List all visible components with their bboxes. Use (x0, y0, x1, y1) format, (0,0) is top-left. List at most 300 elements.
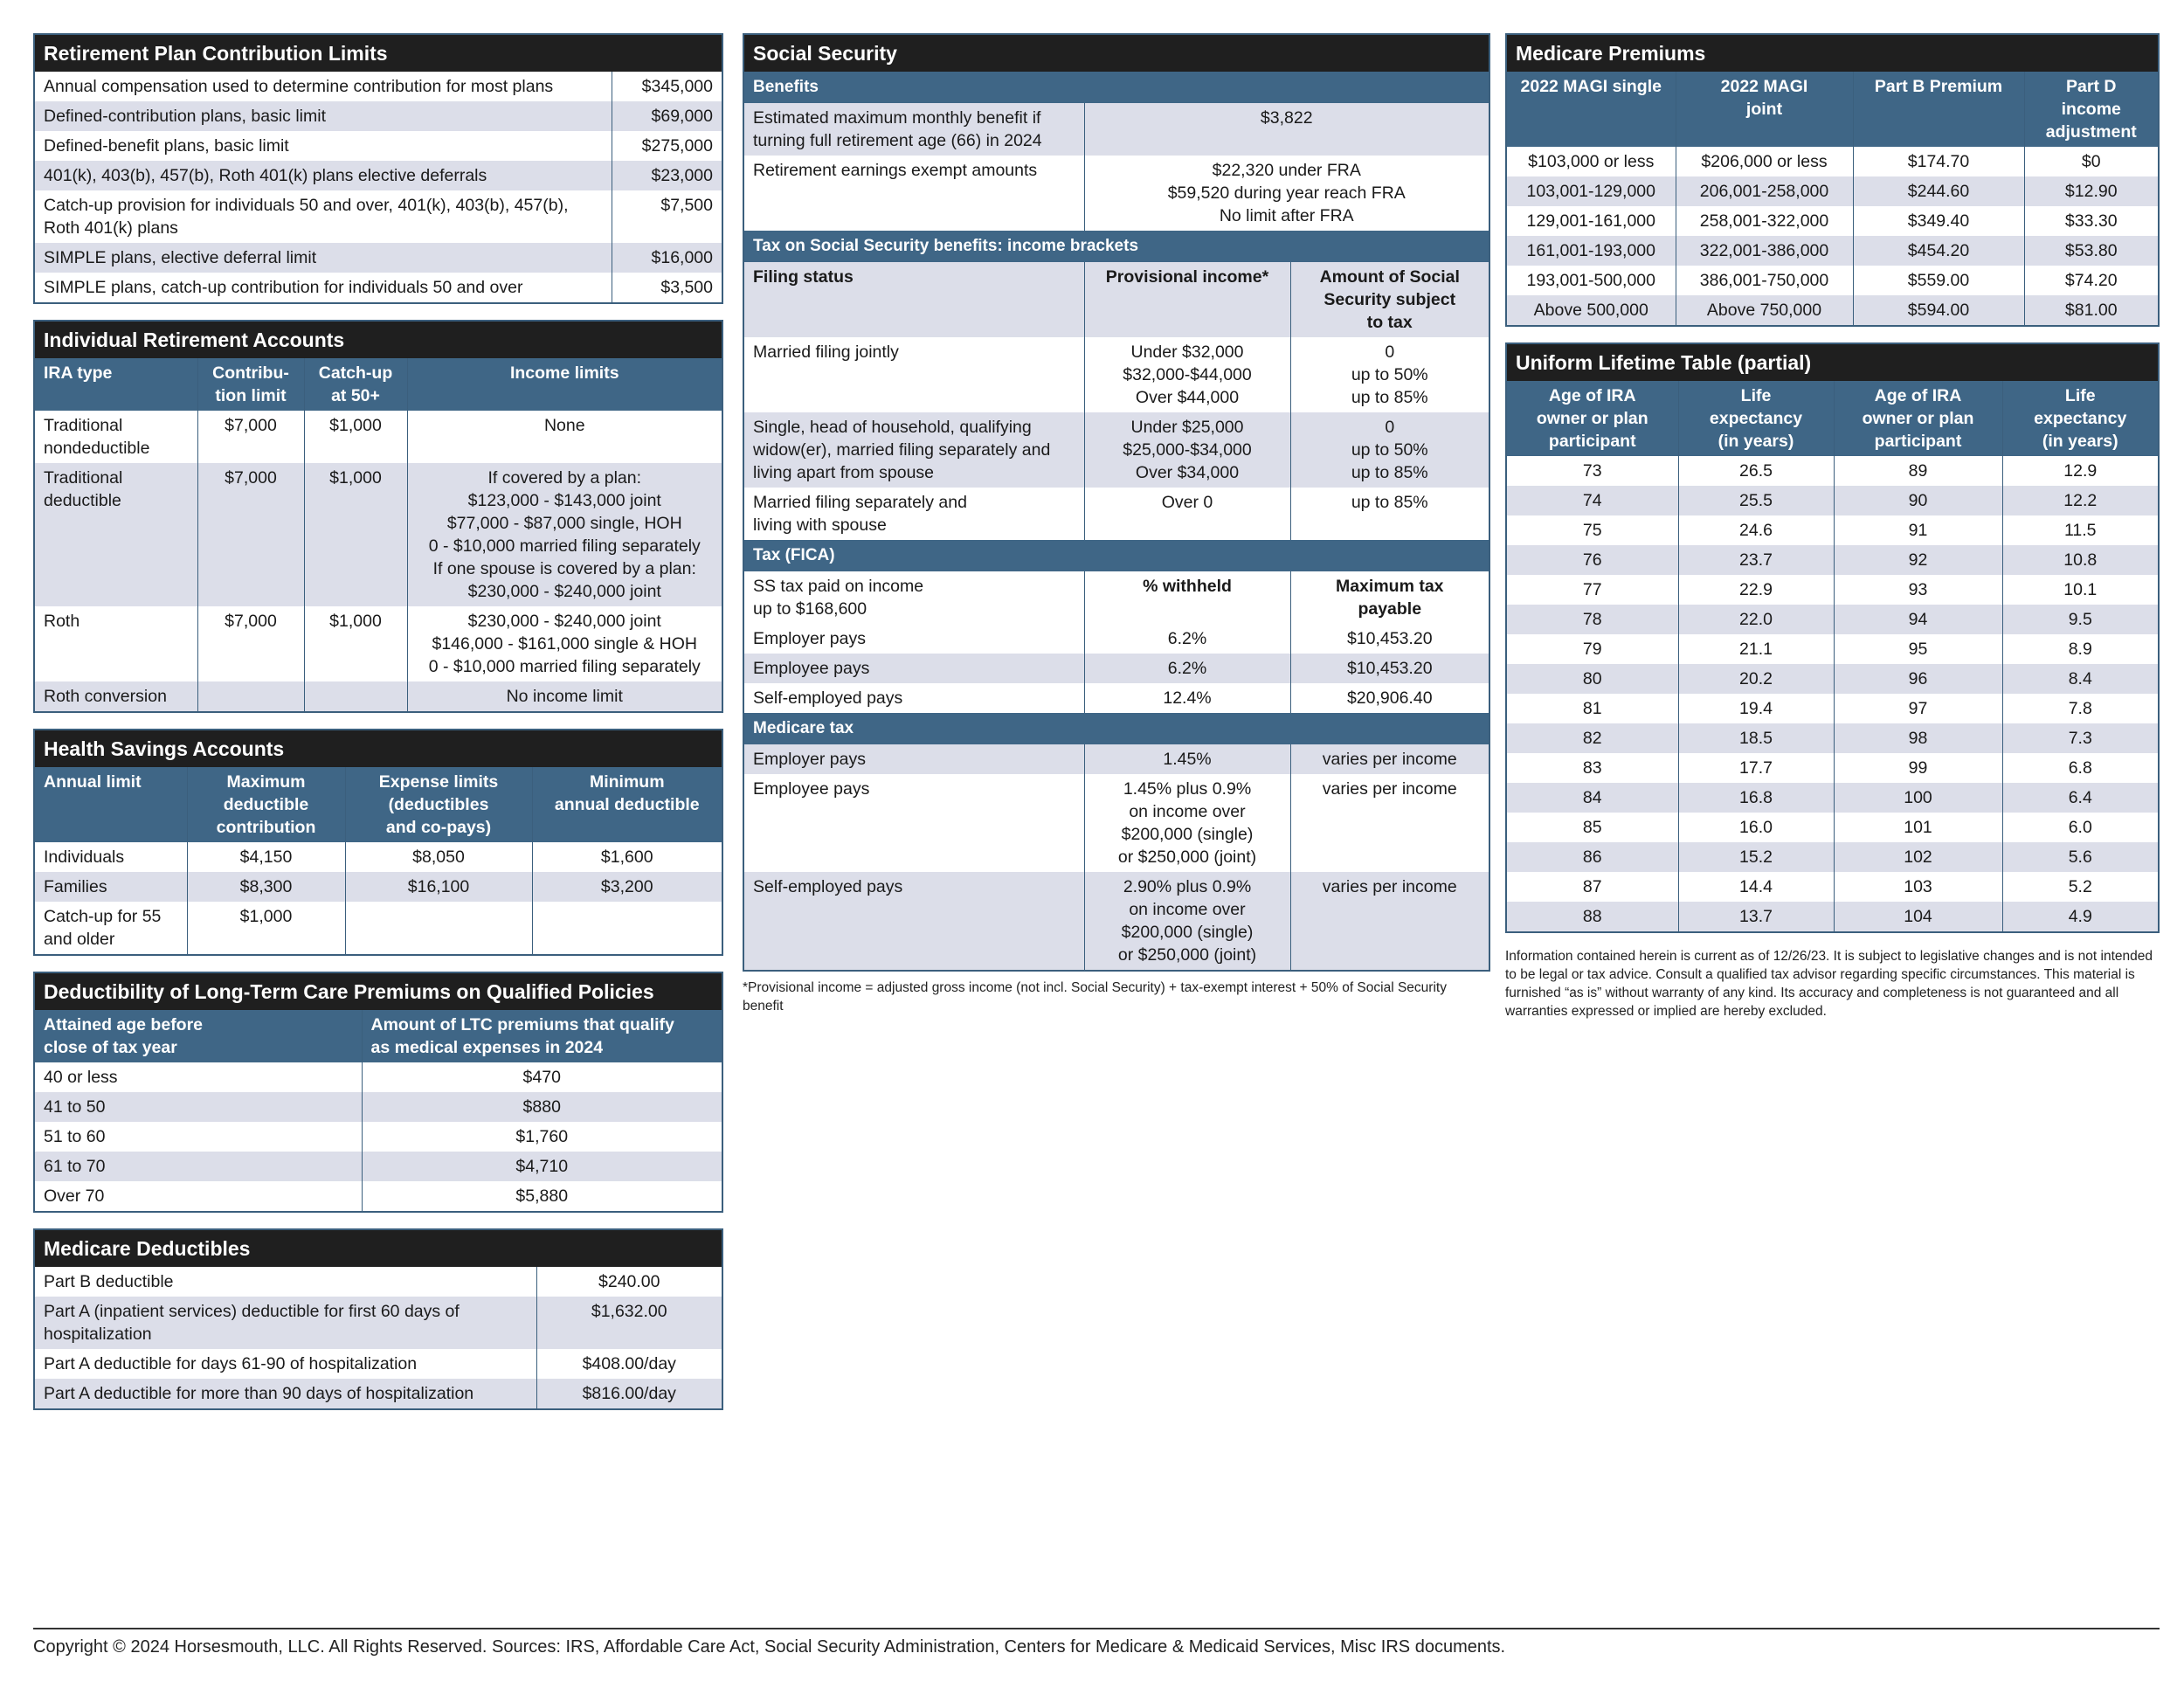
table-cell: 95 (1834, 634, 2002, 664)
table-cell: Self-employed pays (744, 872, 1084, 970)
table-cell: Over 0 (1084, 488, 1290, 540)
table-row (1507, 206, 2158, 236)
table-cell: 17.7 (1678, 753, 1834, 783)
column-header: Age of IRA owner or plan participant (1507, 381, 1678, 456)
table-cell: 91 (1834, 515, 2002, 545)
table-cell: 8.9 (2068, 640, 2092, 659)
table-cell: 103,001-129,000 (1507, 176, 1676, 206)
column-header: 2022 MAGI single (1507, 72, 1676, 147)
table-cell: 61 to 70 (35, 1152, 362, 1181)
table-cell: 6.0 (2068, 818, 2092, 837)
header-row (1507, 72, 2158, 147)
table-cell: $4,710 (362, 1152, 722, 1181)
table-row (1507, 295, 2158, 325)
table-row (744, 872, 1489, 970)
table-cell: 6.2% (1084, 654, 1290, 683)
table-cell: Catch-up for 55 and older (35, 902, 187, 954)
table-row (744, 488, 1489, 540)
medicare-premiums-table (1507, 72, 2158, 325)
table-cell: Roth conversion (35, 681, 197, 711)
table-row (1507, 575, 2158, 605)
social-security-panel (743, 33, 1490, 972)
table-cell: Part B deductible (35, 1267, 536, 1297)
table-cell: Families (35, 872, 187, 902)
table-row (1507, 236, 2158, 266)
table-cell: 10.8 (2002, 545, 2158, 575)
table-cell: 2.90% plus 0.9% on income over $200,000 (single) or $250,000 (joint) (1084, 872, 1290, 970)
table-cell: 102 (1834, 842, 2002, 872)
header-row (1507, 381, 2158, 456)
table-row (1507, 266, 2158, 295)
table-row (744, 683, 1489, 713)
table-cell: $470 (522, 1068, 561, 1087)
table-row (744, 624, 1489, 654)
uniform-lifetime-table (1507, 381, 2158, 931)
table-cell: Employer pays (744, 744, 1084, 774)
row-value: $7,500 (660, 196, 713, 215)
medicare-deductibles-table (35, 1267, 722, 1408)
table-cell: 19.4 (1678, 694, 1834, 723)
table-cell: $594.00 (1853, 295, 2024, 325)
retirement-limits-panel (33, 33, 723, 304)
table-cell: 15.2 (1678, 842, 1834, 872)
table-cell (304, 681, 407, 711)
column-header: Expense limits (deductibles and co-pays) (345, 767, 532, 842)
table-cell: $22,320 under FRA $59,520 during year reach FRA No limit after FRA (1167, 161, 1406, 225)
table-row (35, 273, 722, 302)
table-cell: 20.2 (1678, 664, 1834, 694)
table-row (35, 411, 722, 463)
table-row (744, 654, 1489, 683)
table-cell: 74 (1507, 486, 1678, 515)
table-cell: 51 to 60 (35, 1122, 362, 1152)
table-cell: $349.40 (1853, 206, 2024, 236)
table-cell: $559.00 (1853, 266, 2024, 295)
table-row (744, 337, 1489, 412)
column-header: Life expectancy (in years) (2002, 381, 2158, 456)
header-row (35, 358, 722, 411)
table-cell: 92 (1834, 545, 2002, 575)
table-row (35, 902, 722, 954)
table-cell: 73 (1507, 456, 1678, 486)
fica-table (744, 571, 1489, 713)
table-cell (197, 681, 304, 711)
table-cell: 9.5 (2002, 605, 2158, 634)
table-cell: No income limit (407, 681, 722, 711)
table-cell: $33.30 (2064, 211, 2118, 231)
table-cell: 80 (1507, 664, 1678, 694)
table-cell: Under $32,000 $32,000-$44,000 Over $44,000 (1084, 337, 1290, 412)
table-cell: $880 (362, 1092, 722, 1122)
column-header: Part D income adjustment (2024, 72, 2158, 147)
table-cell: 94 (1834, 605, 2002, 634)
column-header: Maximum deductible contribution (187, 767, 345, 842)
table-row (1507, 842, 2158, 872)
table-row (35, 842, 722, 872)
table-row (744, 156, 1489, 231)
table-cell: 22.0 (1678, 605, 1834, 634)
table-cell: up to 85% (1351, 493, 1428, 512)
table-cell: Above 750,000 (1676, 295, 1853, 325)
table-cell: 89 (1834, 456, 2002, 486)
medicare-deductibles-panel (33, 1228, 723, 1410)
table-cell: Single, head of household, qualifying widow(er), married filing separately and living apart from spouse (744, 412, 1084, 488)
table-row (35, 1297, 722, 1349)
row-label: Catch-up provision for individuals 50 and over, 401(k), 403(b), 457(b), Roth 401(k) plans (35, 190, 612, 243)
column-header: Amount of LTC premiums that qualify as medical expenses in 2024 (362, 1010, 722, 1062)
table-cell: 10.1 (2063, 580, 2098, 599)
table-cell: 76 (1507, 545, 1678, 575)
table-cell: 101 (1834, 813, 2002, 842)
column-header: Income limits (407, 358, 722, 411)
table-cell: Over 70 (35, 1181, 362, 1211)
medicare-tax-table (744, 744, 1489, 970)
table-row (1507, 783, 2158, 813)
middle-column (743, 33, 1490, 1015)
table-cell: 11.5 (2063, 521, 2097, 540)
panel-title: Retirement Plan Contribution Limits (35, 35, 722, 72)
table-cell: $1,000 (304, 463, 407, 606)
table-cell: $7,000 (197, 463, 304, 606)
table-cell: $16,100 (345, 872, 532, 902)
header-row (35, 767, 722, 842)
table-cell: Employee pays (744, 774, 1084, 872)
row-value: $23,000 (612, 161, 722, 190)
table-row (1507, 723, 2158, 753)
row-value: $3,500 (660, 278, 713, 297)
table-cell: 206,001-258,000 (1676, 176, 1853, 206)
table-cell: 25.5 (1678, 486, 1834, 515)
table-cell: $12.90 (2024, 176, 2158, 206)
table-cell: 7.3 (2002, 723, 2158, 753)
table-row (35, 1152, 722, 1181)
table-cell: $454.20 (1853, 236, 2024, 266)
table-row (1507, 753, 2158, 783)
table-row (35, 872, 722, 902)
table-cell: 88 (1507, 902, 1678, 931)
table-cell: 386,001-750,000 (1676, 266, 1853, 295)
table-cell: 16.8 (1678, 783, 1834, 813)
retirement-limits-table (35, 72, 722, 302)
table-cell (345, 902, 532, 954)
row-value: $69,000 (612, 101, 722, 131)
table-cell: $0 (2081, 152, 2101, 171)
table-cell: 4.9 (2002, 902, 2158, 931)
row-value: $16,000 (612, 243, 722, 273)
provisional-income-footnote: *Provisional income = adjusted gross income (not incl. Social Security) + tax-exempt interest + 50% of Social Security benefit (743, 980, 1447, 1013)
column-header: SS tax paid on income up to $168,600 (744, 571, 1084, 624)
table-cell: 98 (1834, 723, 2002, 753)
panel-title: Social Security (744, 35, 1489, 72)
column-header: Age of IRA owner or plan participant (1834, 381, 2002, 456)
table-cell: $10,453.20 (1346, 629, 1433, 648)
table-row (744, 774, 1489, 872)
table-cell: 8.4 (2002, 664, 2158, 694)
footer-divider (33, 1628, 2160, 1629)
row-value: $345,000 (641, 77, 713, 96)
medicare-tax-subhead: Medicare tax (744, 713, 1489, 744)
table-cell: 85 (1507, 813, 1678, 842)
table-cell: $10,453.20 (1290, 654, 1489, 683)
table-cell: varies per income (1290, 744, 1489, 774)
table-cell: $4,150 (187, 842, 345, 872)
table-row (1507, 634, 2158, 664)
table-cell: 24.6 (1678, 515, 1834, 545)
hsa-table (35, 767, 722, 954)
table-row (35, 606, 722, 681)
table-row (1507, 694, 2158, 723)
table-row (1507, 545, 2158, 575)
row-label: Defined-benefit plans, basic limit (35, 131, 612, 161)
table-cell: 90 (1834, 486, 2002, 515)
column-header: Attained age before close of tax year (35, 1010, 362, 1062)
table-cell: $74.20 (2064, 271, 2118, 290)
table-cell: 5.2 (2068, 877, 2092, 896)
table-cell: Employee pays (744, 654, 1084, 683)
table-cell: $3,200 (532, 872, 722, 902)
table-row (35, 190, 722, 243)
table-cell: 77 (1507, 575, 1678, 605)
table-cell: If covered by a plan: $123,000 - $143,000 joint $77,000 - $87,000 single, HOH 0 - $10,000 married filing separately If one spouse is covered by a plan: $230,000 - $240,000 joint (407, 463, 722, 606)
table-cell: $408.00/day (582, 1354, 676, 1373)
table-cell: Part A deductible for days 61-90 of hospitalization (35, 1349, 536, 1379)
table-cell: Individuals (35, 842, 187, 872)
table-cell: Estimated maximum monthly benefit if turning full retirement age (66) in 2024 (744, 103, 1084, 156)
table-cell: 0 up to 50% up to 85% (1351, 342, 1428, 407)
table-cell: 100 (1834, 783, 2002, 813)
table-row (744, 412, 1489, 488)
table-cell: varies per income (1290, 872, 1489, 970)
table-row (1507, 515, 2158, 545)
table-cell: 129,001-161,000 (1507, 206, 1676, 236)
column-header: Catch-up at 50+ (304, 358, 407, 411)
table-row (35, 101, 722, 131)
table-cell: 21.1 (1678, 634, 1834, 664)
ss-benefits-table (744, 103, 1489, 231)
table-cell: 86 (1507, 842, 1678, 872)
table-cell: None (543, 416, 585, 435)
fica-subhead: Tax (FICA) (744, 540, 1489, 571)
table-cell: Traditional deductible (35, 463, 197, 606)
table-cell: 6.2% (1084, 624, 1290, 654)
table-cell: $1,000 (304, 411, 407, 463)
table-cell: Employer pays (744, 624, 1084, 654)
panel-title: Individual Retirement Accounts (35, 322, 722, 358)
tax-brackets-subhead: Tax on Social Security benefits: income brackets (744, 231, 1489, 262)
panel-title: Uniform Lifetime Table (partial) (1507, 344, 2158, 381)
table-row (35, 463, 722, 606)
table-cell: $53.80 (2024, 236, 2158, 266)
table-cell: $3,822 (1084, 103, 1489, 156)
table-cell: $20,906.40 (1346, 688, 1433, 708)
table-cell: 93 (1834, 575, 2002, 605)
table-cell: varies per income (1322, 779, 1457, 799)
table-cell: $8,300 (187, 872, 345, 902)
table-cell: 14.4 (1678, 872, 1834, 902)
ss-tax-table (744, 262, 1489, 540)
table-cell: 26.5 (1678, 456, 1834, 486)
table-cell: 99 (1834, 753, 2002, 783)
table-row (35, 1379, 722, 1408)
table-cell: 81 (1507, 694, 1678, 723)
column-header: Amount of Social Security subject to tax (1290, 262, 1489, 337)
table-row (35, 1181, 722, 1211)
table-row (1507, 664, 2158, 694)
table-row (744, 103, 1489, 156)
table-row (35, 243, 722, 273)
copyright-footer: Copyright © 2024 Horsesmouth, LLC. All Rights Reserved. Sources: IRS, Affordable Care Act, Social Security Administration, Centers for Medicare & Medicaid Services, Misc IRS documents. (33, 1637, 1506, 1657)
table-cell: 161,001-193,000 (1507, 236, 1676, 266)
table-row (1507, 605, 2158, 634)
table-row (35, 1062, 722, 1092)
table-cell: 1.45% plus 0.9% on income over $200,000 (single) or $250,000 (joint) (1084, 774, 1290, 872)
table-cell: 12.2 (2002, 486, 2158, 515)
table-cell: $1,600 (600, 847, 653, 867)
benefits-subhead: Benefits (744, 72, 1489, 103)
ltc-table (35, 1010, 722, 1211)
table-cell: 6.4 (2002, 783, 2158, 813)
disclaimer: Information contained herein is current as of 12/26/23. It is subject to legislative changes and is not intended to be legal or tax advice. Consult a qualified tax advisor regarding specific circumstances. This material is furnished “as is” without warranty of any kind. Its accuracy and completeness is not guaranteed and all warranties expressed or implied are hereby excluded. (1505, 949, 2153, 1019)
table-cell: Self-employed pays (744, 683, 1084, 713)
table-cell: 16.0 (1678, 813, 1834, 842)
table-cell: 1.45% (1084, 744, 1290, 774)
column-header: Annual limit (35, 767, 187, 842)
table-row (35, 1349, 722, 1379)
table-cell: $816.00/day (536, 1379, 722, 1408)
column-header: Life expectancy (in years) (1678, 381, 1834, 456)
table-cell: $8,050 (345, 842, 532, 872)
table-cell: $1,632.00 (536, 1297, 722, 1349)
column-header: Minimum annual deductible (532, 767, 722, 842)
table-cell: 7.8 (2068, 699, 2092, 718)
table-row (1507, 902, 2158, 931)
table-cell: 41 to 50 (35, 1092, 362, 1122)
row-label: SIMPLE plans, catch-up contribution for individuals 50 and over (35, 273, 612, 302)
table-cell: $240.00 (598, 1272, 660, 1291)
table-cell: 83 (1507, 753, 1678, 783)
table-row (1507, 176, 2158, 206)
hsa-panel (33, 729, 723, 956)
table-cell: 84 (1507, 783, 1678, 813)
header-row (744, 262, 1489, 337)
table-row (35, 681, 722, 711)
table-cell: 18.5 (1678, 723, 1834, 753)
table-row (35, 1122, 722, 1152)
table-cell: Roth (35, 606, 197, 681)
table-cell: Married filing separately and living with spouse (744, 488, 1084, 540)
column-header: Provisional income* (1084, 262, 1290, 337)
table-cell: 103 (1834, 872, 2002, 902)
table-cell: 23.7 (1678, 545, 1834, 575)
table-row (1507, 813, 2158, 842)
left-column (33, 33, 723, 1426)
panel-title: Health Savings Accounts (35, 730, 722, 767)
row-label: Annual compensation used to determine contribution for most plans (35, 72, 612, 101)
table-row (35, 161, 722, 190)
table-cell: 322,001-386,000 (1676, 236, 1853, 266)
table-row (35, 131, 722, 161)
table-cell: $244.60 (1853, 176, 2024, 206)
column-header: Maximum tax payable (1335, 577, 1444, 619)
row-label: 401(k), 403(b), 457(b), Roth 401(k) plans elective deferrals (35, 161, 612, 190)
table-cell: $174.70 (1853, 147, 2024, 176)
table-cell: 87 (1507, 872, 1678, 902)
table-cell: 13.7 (1678, 902, 1834, 931)
table-cell: $206,000 or less (1676, 147, 1853, 176)
row-value: $275,000 (641, 136, 713, 156)
column-header: Filing status (744, 262, 1084, 337)
table-cell: $7,000 (197, 606, 304, 681)
panel-title: Medicare Premiums (1507, 35, 2158, 72)
table-cell: Above 500,000 (1507, 295, 1676, 325)
table-cell: $1,000 (187, 902, 345, 954)
table-cell: $103,000 or less (1507, 147, 1676, 176)
column-header: 2022 MAGI joint (1676, 72, 1853, 147)
table-cell: $7,000 (197, 411, 304, 463)
panel-title: Deductibility of Long-Term Care Premiums on Qualified Policies (35, 973, 722, 1010)
table-cell: 75 (1507, 515, 1678, 545)
column-header: Part B Premium (1853, 72, 2024, 147)
table-cell: $81.00 (2024, 295, 2158, 325)
row-label: SIMPLE plans, elective deferral limit (35, 243, 612, 273)
uniform-lifetime-panel (1505, 342, 2160, 933)
column-header: IRA type (35, 358, 197, 411)
medicare-premiums-panel (1505, 33, 2160, 327)
table-cell: $1,760 (515, 1127, 569, 1146)
table-cell: 12.9 (2063, 461, 2098, 481)
table-cell: Part A (inpatient services) deductible for first 60 days of hospitalization (35, 1297, 536, 1349)
row-label: Defined-contribution plans, basic limit (35, 101, 612, 131)
table-cell: Part A deductible for more than 90 days of hospitalization (35, 1379, 536, 1408)
table-cell: 97 (1834, 694, 2002, 723)
table-cell: 12.4% (1084, 683, 1290, 713)
right-column (1505, 33, 2160, 1020)
table-cell: $5,880 (515, 1186, 569, 1206)
ltc-panel (33, 972, 723, 1213)
table-cell: 40 or less (35, 1062, 362, 1092)
column-header: Contribu- tion limit (197, 358, 304, 411)
table-row (1507, 456, 2158, 486)
table-cell: 5.6 (2002, 842, 2158, 872)
table-cell: Under $25,000 $25,000-$34,000 Over $34,000 (1084, 412, 1290, 488)
table-cell: 104 (1834, 902, 2002, 931)
table-cell: Retirement earnings exempt amounts (744, 156, 1084, 231)
table-row (35, 72, 722, 101)
table-row (1507, 147, 2158, 176)
table-cell: Traditional nondeductible (35, 411, 197, 463)
panel-title: Medicare Deductibles (35, 1230, 722, 1267)
table-cell: 258,001-322,000 (1676, 206, 1853, 236)
table-cell: 79 (1507, 634, 1678, 664)
table-row (744, 744, 1489, 774)
table-cell: 96 (1834, 664, 2002, 694)
header-row (35, 1010, 722, 1062)
table-cell: 82 (1507, 723, 1678, 753)
table-cell: Married filing jointly (744, 337, 1084, 412)
table-row (35, 1092, 722, 1122)
table-cell: 78 (1507, 605, 1678, 634)
column-header: % withheld (1084, 571, 1290, 624)
table-cell (532, 902, 722, 954)
table-cell: 22.9 (1678, 575, 1834, 605)
ira-table (35, 358, 722, 711)
header-row (744, 571, 1489, 624)
table-cell: $230,000 - $240,000 joint $146,000 - $161,000 single & HOH 0 - $10,000 married filing separately (428, 612, 701, 676)
table-cell: 193,001-500,000 (1507, 266, 1676, 295)
table-cell: $1,000 (304, 606, 407, 681)
table-cell: 0 up to 50% up to 85% (1290, 412, 1489, 488)
table-row (1507, 872, 2158, 902)
